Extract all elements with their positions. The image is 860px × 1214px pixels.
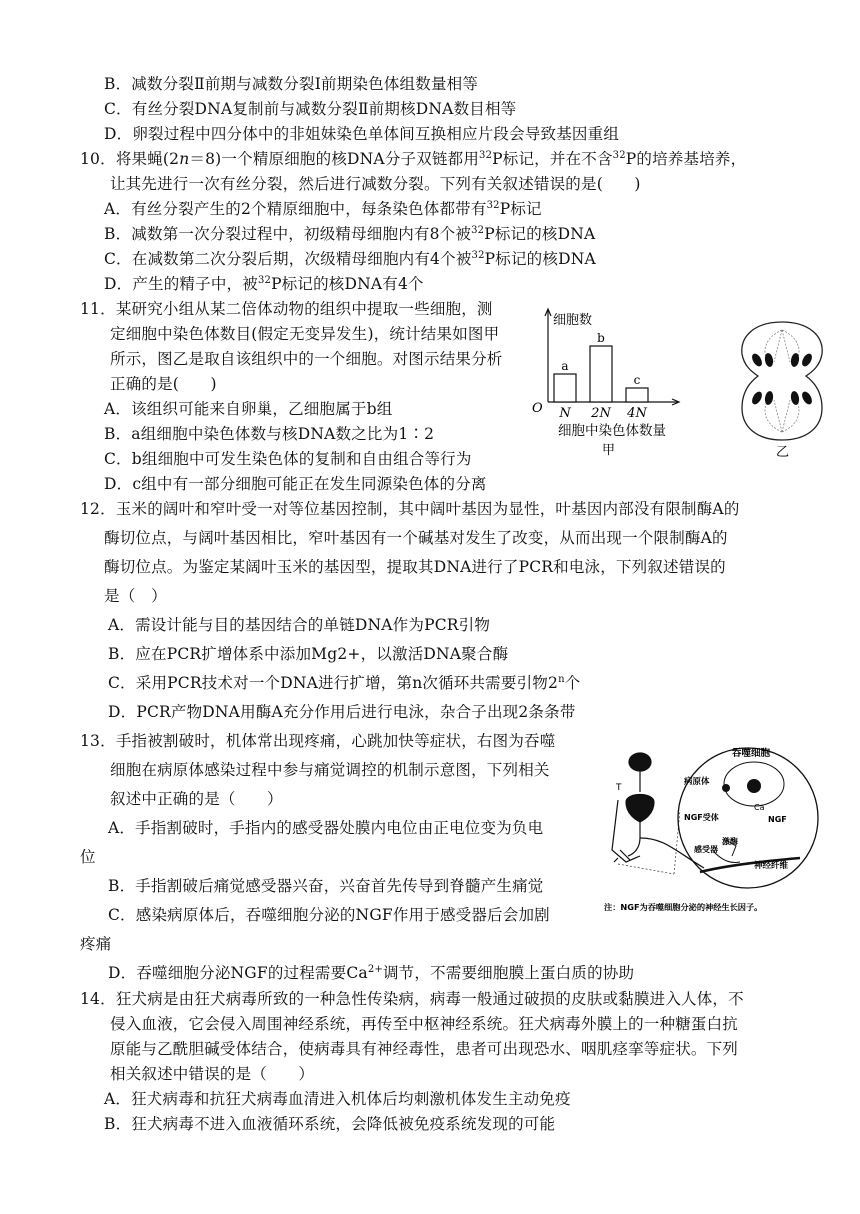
figure-note: 注：NGF为吞噬细胞分泌的神经生长因子。 [604, 902, 763, 912]
bar-label-b: b [597, 331, 605, 345]
q11-stem-line1: 11．某研究小组从某二倍体动物的组织中提取一些细胞，测 [80, 300, 493, 318]
phagocyte-nucleus [747, 779, 761, 793]
q12-option-b: B．应在PCR扩增体系中添加Mg2+，以激活DNA聚合酶 [108, 645, 509, 663]
brain-spinal-figure [612, 753, 704, 868]
y-axis-label: 细胞数 [553, 313, 593, 328]
q13-option-a-line1: A．手指割破时，手指内的感受器处膜内电位由正电位变为负电 [108, 819, 544, 837]
x-axis-label: 细胞中染色体数量 [558, 423, 666, 439]
q14-stem-line2: 侵入血液，它会侵入周围神经系统，再传至中枢神经系统。狂犬病毒外膜上的一种糖蛋白抗 [110, 1015, 739, 1033]
x-tick-N: N [559, 406, 571, 421]
label-ca: Ca [754, 803, 765, 812]
figure-jia-bar-chart [528, 298, 708, 456]
pathogen-icon [722, 784, 730, 792]
label-kinase: 激酶 [722, 837, 738, 846]
q12-option-d: D．PCR产物DNA用酶A充分作用后进行电泳，杂合子出现2条条带 [108, 703, 576, 721]
bar-b [590, 346, 612, 402]
q9-option-c: C．有丝分裂DNA复制前与减数分裂Ⅱ前期核DNA数目相等 [104, 100, 517, 118]
label-receptor: 感受器 [694, 845, 718, 854]
label-phagocyte: 吞噬细胞 [732, 748, 771, 759]
q9-option-b: B．减数分裂Ⅱ前期与减数分裂Ⅰ前期染色体组数量相等 [104, 75, 479, 93]
figure-pain-mechanism [604, 740, 828, 914]
cell-outline [742, 322, 822, 440]
x-tick-4N: 4N [627, 406, 647, 421]
q9-option-d: D．卵裂过程中四分体中的非姐妹染色单体间互换相应片段会导致基因重组 [104, 125, 620, 143]
figure-yi-cell [734, 316, 830, 462]
q14-stem-line1: 14．狂犬病是由狂犬病毒所致的一种急性传染病，病毒一般通过破损的皮肤或黏膜进入人体，不 [80, 990, 744, 1008]
q11-stem-line3: 所示，图乙是取自该组织中的一个细胞。对图示结果分析 [110, 350, 503, 368]
q10-stem-line1: 10．将果蝇(2n＝8)一个精原细胞的核DNA分子双链都用$^{32}$P标记，并在不含$^{32}$P的培养基培养， [80, 150, 747, 168]
label-ngf-receptor: NGF受体 [684, 813, 719, 822]
q13-option-d: D．吞噬细胞分泌NGF的过程需要$Ca^{2+}$调节，不需要细胞膜上蛋白质的协助 [108, 964, 635, 982]
bar-label-a: a [561, 359, 569, 373]
q14-option-a: A．狂犬病毒和抗狂犬病毒血清进入机体后均刺激机体发生主动免疫 [104, 1090, 571, 1108]
bar-c [626, 388, 648, 402]
q11-option-b: B．a组细胞中染色体数与核DNA数之比为1∶2 [104, 425, 435, 443]
q10-option-c: C．在减数第二次分裂后期，次级精母细胞内有4个被$^{32}$P标记的核DNA [104, 250, 596, 268]
q11-stem-line4: 正确的是( ) [110, 375, 217, 393]
q12-stem-line3: 酶切位点。为鉴定某阔叶玉米的基因型，提取其DNA进行了PCR和电泳，下列叙述错误的 [104, 558, 726, 576]
q11-option-a: A．该组织可能来自卵巢，乙细胞属于b组 [104, 400, 393, 418]
q13-stem-line3: 叙述中正确的是（ ） [110, 790, 283, 808]
connector-lines [618, 810, 680, 874]
q10-option-b: B．减数第一次分裂过程中，初级精母细胞内有8个被$^{32}$P标记的核DNA [104, 225, 596, 243]
q10-option-d: D．产生的精子中，被$^{32}$P标记的核DNA有4个 [104, 275, 424, 293]
q12-option-a: A．需设计能与目的基因结合的单链DNA作为PCR引物 [108, 616, 491, 634]
q12-stem-line4: 是（ ） [104, 587, 167, 605]
origin-label: O [532, 401, 543, 416]
q11-option-d: D．c组中有一部分细胞可能正在发生同源染色体的分离 [104, 475, 487, 493]
spindle-fibers [765, 330, 799, 432]
q11-stem-line2: 定细胞中染色体数目(假定无变异发生)，统计结果如图甲 [110, 325, 500, 343]
q12-option-c: C．采用PCR技术对一个DNA进行扩增，第n次循环共需要引物2$^n$个 [108, 674, 581, 692]
label-t: T [616, 783, 622, 793]
x-tick-2N: 2N [591, 406, 611, 421]
label-ngf-release: NGF [768, 815, 787, 824]
q12-stem-line2: 酶切位点，与阔叶基因相比，窄叶基因有一个碱基对发生了改变，从而出现一个限制酶A的 [104, 529, 728, 547]
label-pathogen: 病原体 [684, 777, 710, 787]
chromosomes [750, 352, 814, 406]
q14-stem-line4: 相关叙述中错误的是（ ） [110, 1065, 315, 1083]
q13-stem-line2: 细胞在病原体感染过程中参与痛觉调控的机制示意图，下列相关 [110, 761, 550, 779]
q13-option-c-line2: 疼痛 [80, 935, 112, 953]
bar-label-c: c [633, 373, 641, 387]
figure-yi-caption: 乙 [776, 445, 790, 460]
q14-option-b: B．狂犬病毒不进入血液循环系统，会降低被免疫系统发现的可能 [104, 1115, 556, 1133]
q13-option-c-line1: C．感染病原体后，吞噬细胞分泌的NGF作用于感受器后会加剧 [108, 906, 550, 924]
q10-option-a: A．有丝分裂产生的2个精原细胞中，每条染色体都带有$^{32}$P标记 [104, 200, 542, 218]
figure-jia-caption: 甲 [602, 443, 616, 456]
q14-stem-line3: 原能与乙酰胆碱受体结合，使病毒具有神经毒性，患者可出现恐水、咽肌痉挛等症状。下列 [110, 1040, 739, 1058]
q11-option-c: C．b组细胞中可发生染色体的复制和自由组合等行为 [104, 450, 472, 468]
q10-stem-line2: 让其先进行一次有丝分裂，然后进行减数分裂。下列有关叙述错误的是( ) [110, 175, 641, 193]
q13-stem-line1: 13．手指被割破时，机体常出现疼痛，心跳加快等症状，右图为吞噬 [80, 732, 556, 750]
label-nerve-fiber: 神经纤维 [754, 861, 789, 871]
bar-a [554, 374, 576, 402]
q12-stem-line1: 12．玉米的阔叶和窄叶受一对等位基因控制，其中阔叶基因为显性，叶基因内部没有限制酶A的 [80, 500, 740, 518]
q13-option-b: B．手指割破后痛觉感受器兴奋，兴奋首先传导到脊髓产生痛觉 [108, 877, 544, 895]
q13-option-a-line2: 位 [80, 848, 96, 866]
